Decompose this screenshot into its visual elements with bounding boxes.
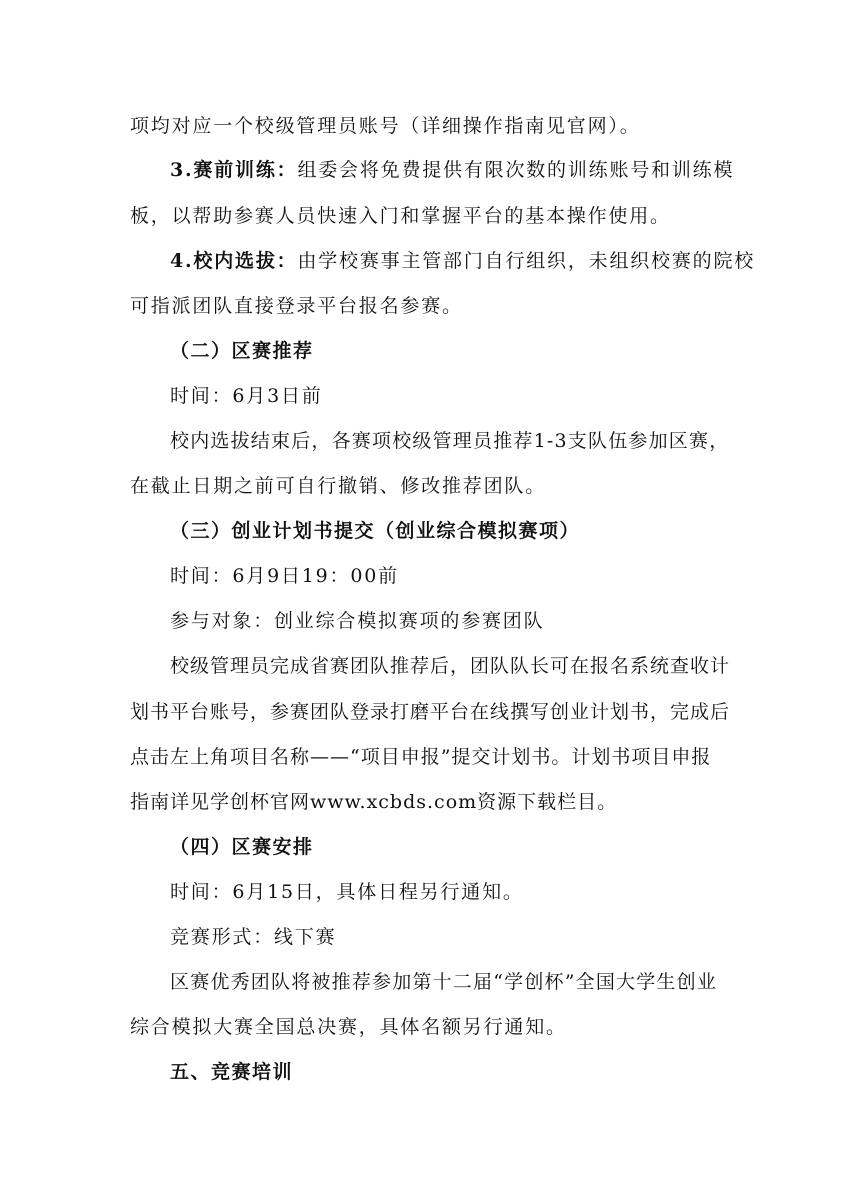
section2-time: 时间：6月3日前 — [170, 385, 323, 407]
section3-time: 时间：6月9日19：00前 — [170, 565, 399, 587]
section3-heading: （三）创业计划书提交（创业综合模拟赛项） — [170, 520, 581, 542]
paragraph-account-tail: 项均对应一个校级管理员账号（详细操作指南见官网）。 — [130, 115, 641, 137]
section2-body-line1: 校内选拔结束后，各赛项校级管理员推荐1-3支队伍参加区赛， — [170, 430, 730, 452]
section4-time: 时间：6月15日，具体日程另行通知。 — [170, 881, 524, 903]
item4-text-line1: 由学校赛事主管部门自行组织，未组织校赛的院校 — [297, 250, 756, 272]
item4-line1 — [170, 249, 755, 273]
section3-body-line1: 校级管理员完成省赛团队推荐后，团队队长可在报名系统查收计 — [170, 655, 731, 677]
item3-text-line2: 板，以帮助参赛人员快速入门和掌握平台的基本操作使用。 — [130, 205, 671, 227]
section4-format: 竞赛形式：线下赛 — [170, 926, 337, 948]
section2-body-line2: 在截止日期之前可自行撤销、修改推荐团队。 — [130, 475, 547, 497]
section3-body-line4: 指南详见学创杯官网www.xcbds.com资源下载栏目。 — [130, 791, 618, 813]
section4-body-line2: 综合模拟大赛全国总决赛，具体名额另行通知。 — [130, 1016, 567, 1038]
section4-body-line1: 区赛优秀团队将被推荐参加第十二届“学创杯”全国大学生创业 — [170, 971, 718, 993]
section5-heading: 五、竞赛培训 — [170, 1061, 294, 1083]
item3-text-line1: 组委会将免费提供有限次数的训练账号和训练模 — [297, 159, 735, 181]
item3-label: 3.赛前训练： — [170, 159, 298, 181]
section3-target: 参与对象：创业综合模拟赛项的参赛团队 — [170, 610, 545, 632]
item3-line1 — [170, 158, 734, 182]
item4-text-line2: 可指派团队直接登录平台报名参赛。 — [130, 295, 463, 317]
section3-body-line2: 划书平台账号，参赛团队登录打磨平台在线撰写创业计划书，完成后 — [130, 701, 731, 723]
item4-label: 4.校内选拔： — [170, 250, 298, 272]
section2-heading: （二）区赛推荐 — [170, 340, 314, 362]
section4-heading: （四）区赛安排 — [170, 836, 314, 858]
section3-body-line3: 点击左上角项目名称——“项目申报”提交计划书。计划书项目申报 — [130, 746, 712, 768]
